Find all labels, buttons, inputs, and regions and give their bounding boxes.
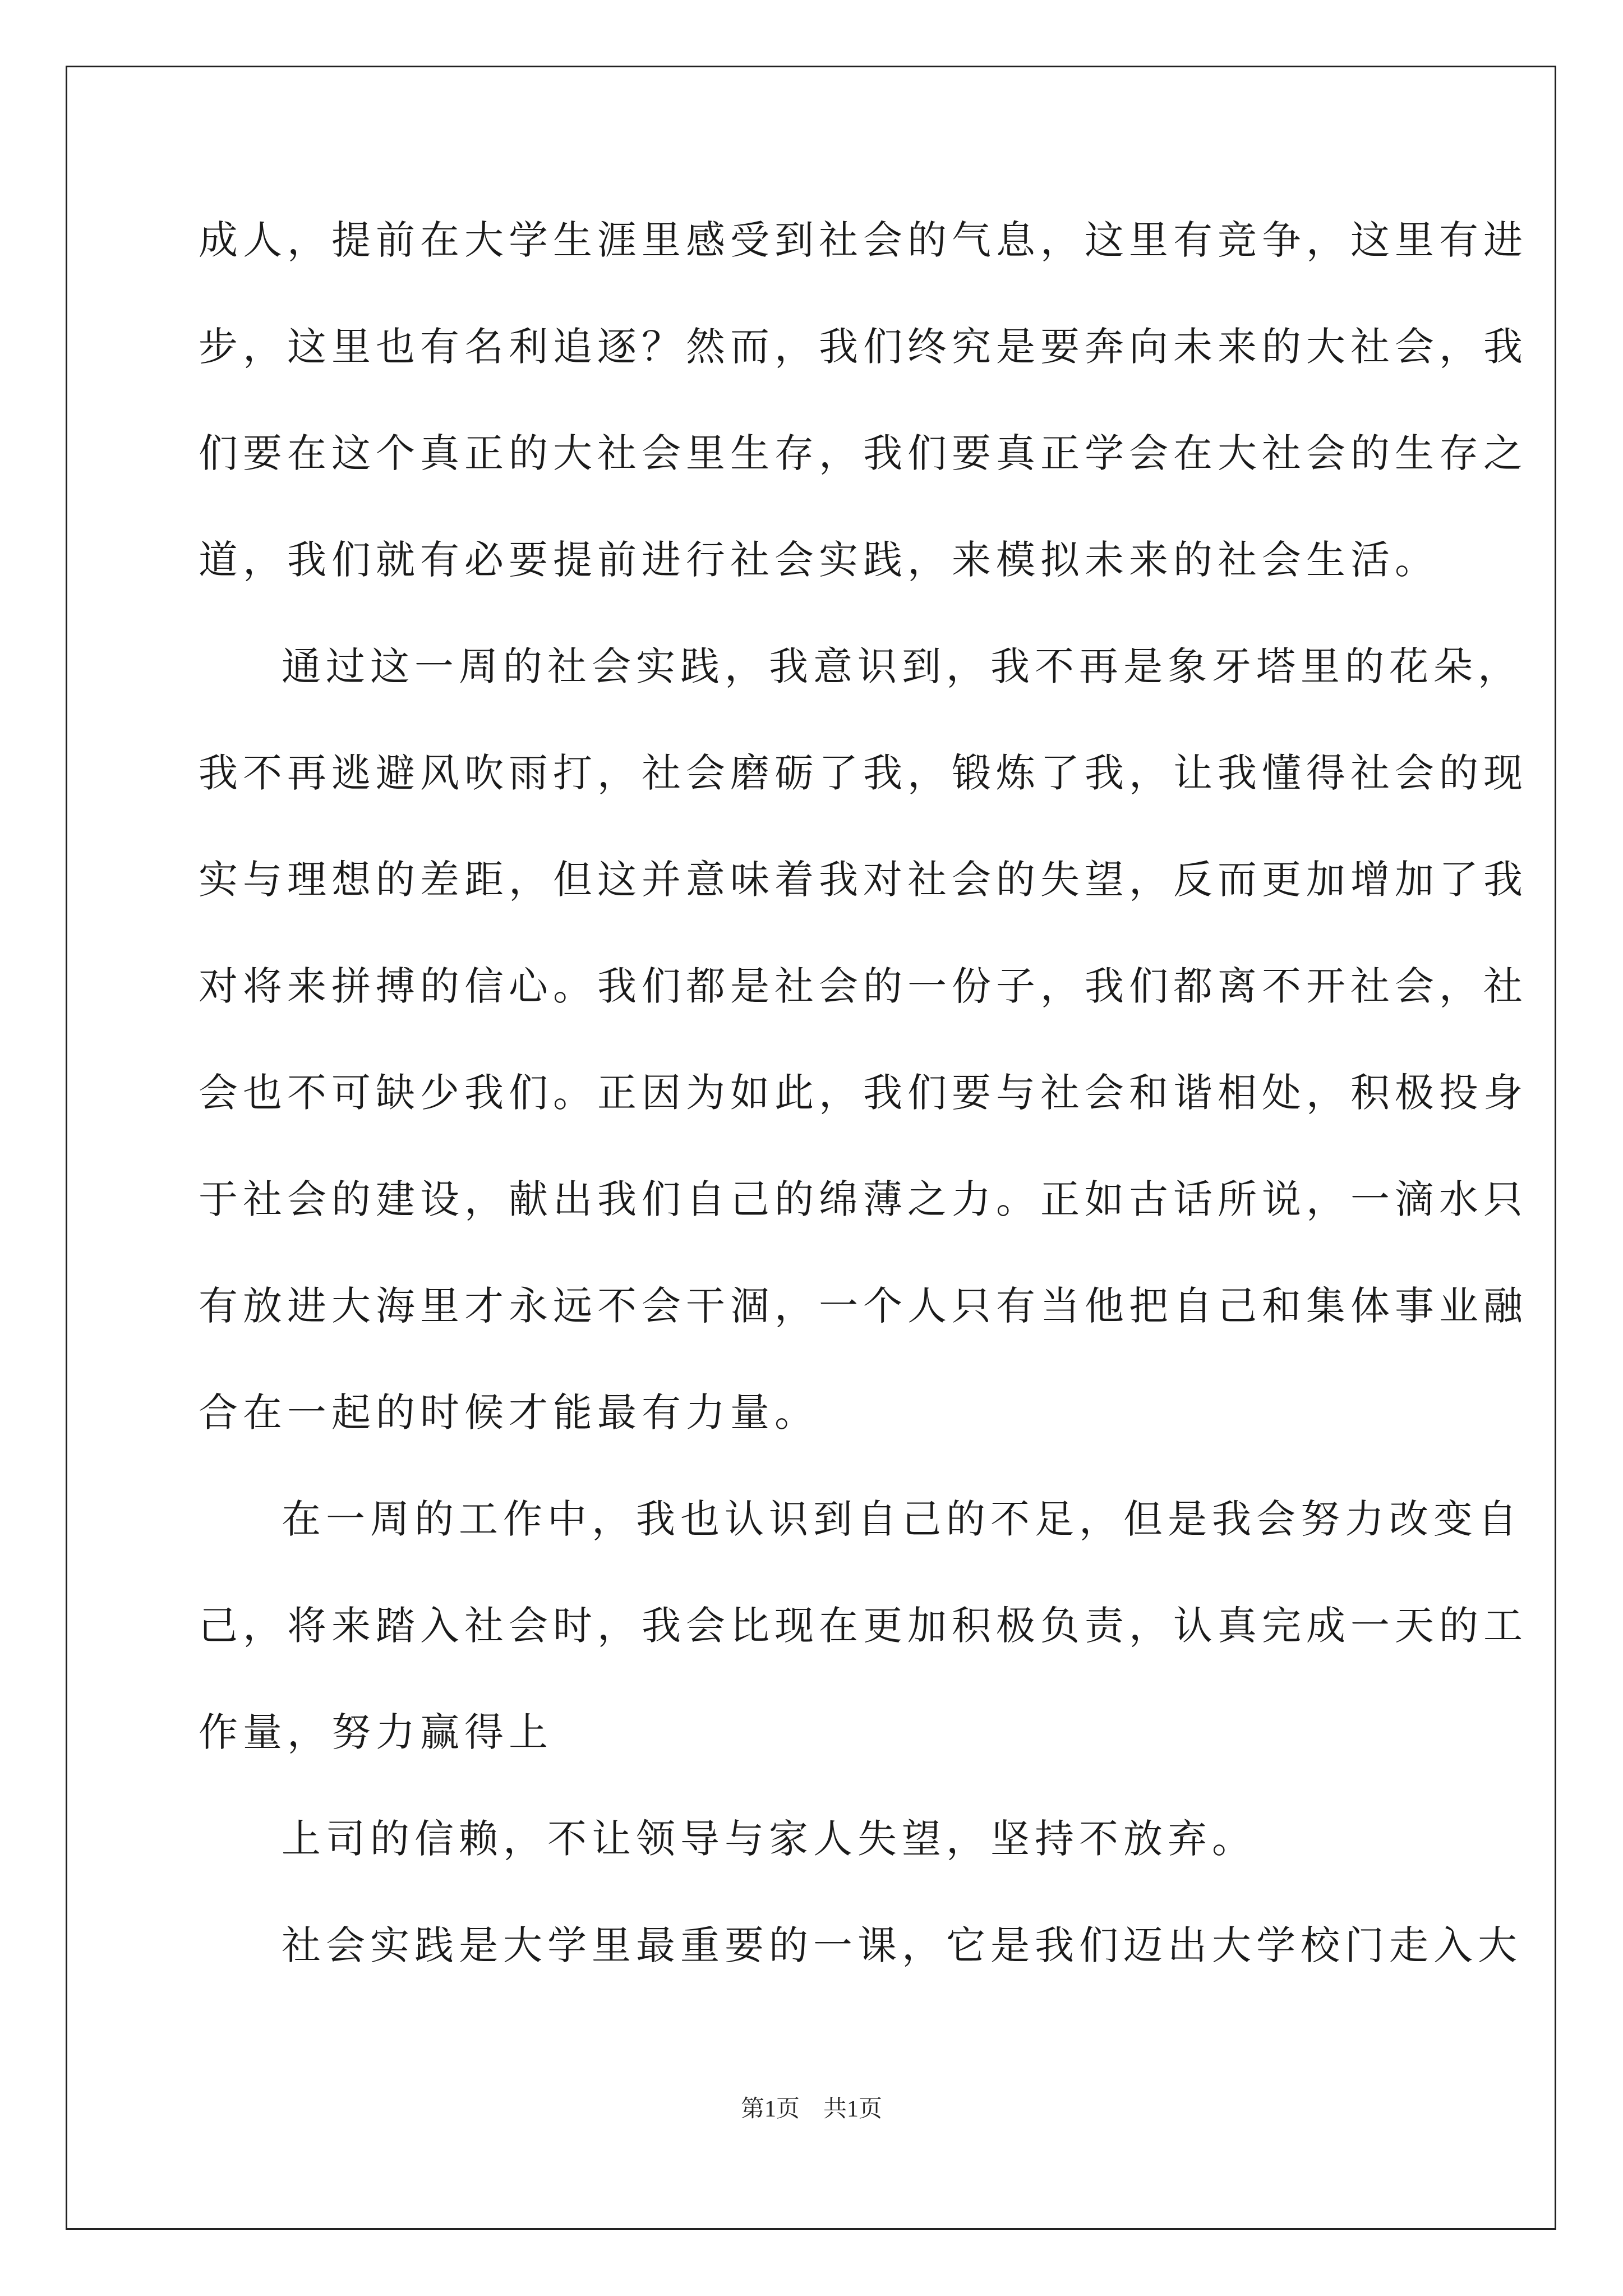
text-line: 有放进大海里才永远不会干涸，一个人只有当他把自己和集体事业融 <box>199 1283 1528 1329</box>
text-line: 们要在这个真正的大社会里生存，我们要真正学会在大社会的生存之 <box>199 430 1528 476</box>
text-line: 合在一起的时候才能最有力量。 <box>199 1389 819 1435</box>
text-line: 在一周的工作中，我也认识到自己的不足，但是我会努力改变自 <box>282 1496 1522 1542</box>
text-line: 实与理想的差距，但这并意味着我对社会的失望，反而更加增加了我 <box>199 857 1528 903</box>
text-line: 己，将来踏入社会时，我会比现在更加积极负责，认真完成一天的工 <box>199 1603 1528 1649</box>
text-line: 于社会的建设，献出我们自己的绵薄之力。正如古话所说，一滴水只 <box>199 1176 1528 1222</box>
text-line: 社会实践是大学里最重要的一课，它是我们迈出大学校门走入大 <box>282 1922 1522 1968</box>
text-line: 成人，提前在大学生涯里感受到社会的气息，这里有竞争，这里有进 <box>199 217 1528 263</box>
text-line: 会也不可缺少我们。正因为如此，我们要与社会和谐相处，积极投身 <box>199 1070 1528 1116</box>
text-line: 对将来拼搏的信心。我们都是社会的一份子，我们都离不开社会，社 <box>199 963 1528 1009</box>
text-line: 通过这一周的社会实践，我意识到，我不再是象牙塔里的花朵， <box>282 643 1522 689</box>
page-footer: 第1页 共1页 <box>740 2096 882 2122</box>
text-line: 上司的信赖，不让领导与家人失望，坚持不放弃。 <box>282 1816 1256 1862</box>
text-line: 我不再逃避风吹雨打，社会磨砺了我，锻炼了我，让我懂得社会的现 <box>199 750 1528 796</box>
text-line: 作量，努力赢得上 <box>199 1709 553 1755</box>
text-line: 道，我们就有必要提前进行社会实践，来模拟未来的社会生活。 <box>199 537 1439 583</box>
page-border <box>66 66 1556 2230</box>
text-line: 步，这里也有名利追逐？然而，我们终究是要奔向未来的大社会，我 <box>199 324 1528 370</box>
